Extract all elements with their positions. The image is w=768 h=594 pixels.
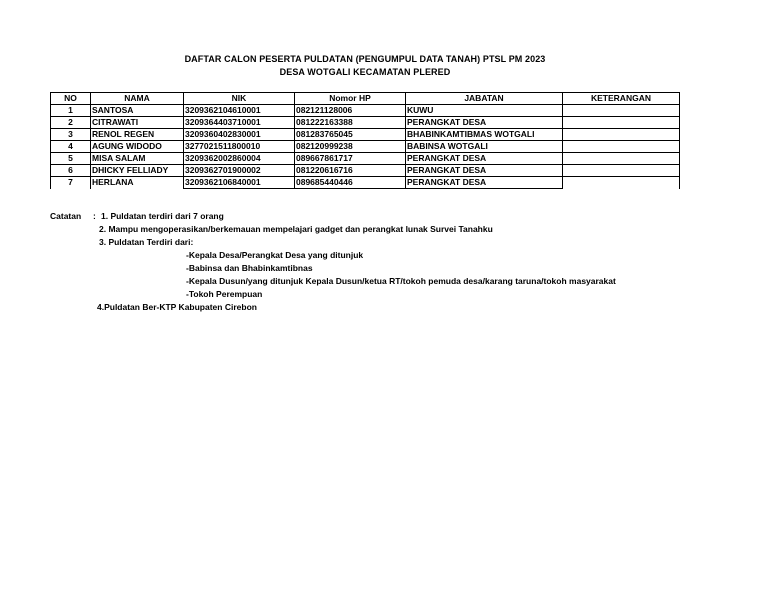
note-sub-item-2: -Babinsa dan Bhabinkamtibnas: [186, 263, 313, 273]
document-subtitle: DESA WOTGALI KECAMATAN PLERED: [279, 67, 451, 77]
cell-hp: 082121128006: [295, 105, 406, 117]
cell-hp: 082120999238: [295, 141, 406, 153]
note-item-1: 1. Puldatan terdiri dari 7 orang: [101, 211, 224, 221]
cell-jabatan: PERANGKAT DESA: [406, 177, 563, 189]
cell-hp: 089685440446: [295, 177, 406, 189]
header-nik: NIK: [184, 93, 295, 105]
document-title: DAFTAR CALON PESERTA PULDATAN (PENGUMPUL DATA TANAH) PTSL PM 2023: [184, 54, 546, 64]
cell-hp: 081283765045: [295, 129, 406, 141]
note-item-4: 4.Puldatan Ber-KTP Kabupaten Cirebon: [97, 302, 257, 312]
cell-nik: 3209360402830001: [184, 129, 295, 141]
cell-keterangan: [563, 129, 680, 141]
table-row: [51, 153, 680, 165]
cell-no: 7: [51, 177, 91, 189]
cell-hp: 089667861717: [295, 153, 406, 165]
cell-jabatan: PERANGKAT DESA: [406, 165, 563, 177]
header-nomor-hp: Nomor HP: [295, 93, 406, 105]
cell-no: 3: [51, 129, 91, 141]
notes-label: Catatan: [50, 211, 82, 221]
cell-nik: 3209362106840001: [184, 177, 295, 189]
cell-no: 6: [51, 165, 91, 177]
cell-nik: 3209362002860004: [184, 153, 295, 165]
header-nama: NAMA: [91, 93, 184, 105]
cell-keterangan: [563, 177, 680, 189]
note-sub-item-1: -Kepala Desa/Perangkat Desa yang ditunjuk: [186, 250, 364, 260]
notes-colon: :: [93, 211, 96, 221]
cell-keterangan: [563, 153, 680, 165]
table-row: [51, 141, 680, 153]
table-row: [51, 117, 680, 129]
cell-hp: 081222163388: [295, 117, 406, 129]
cell-hp: 081220616716: [295, 165, 406, 177]
table-row: [51, 177, 680, 189]
cell-nik: 3209362104610001: [184, 105, 295, 117]
cell-no: 5: [51, 153, 91, 165]
cell-keterangan: [563, 117, 680, 129]
cell-keterangan: [563, 105, 680, 117]
cell-nama: RENOL REGEN: [91, 129, 184, 141]
table-header-row: [51, 93, 680, 105]
cell-keterangan: [563, 165, 680, 177]
note-sub-item-3: -Kepala Dusun/yang ditunjuk Kepala Dusun/ketua RT/tokoh pemuda desa/karang taruna/tokoh masyarakat: [186, 276, 616, 286]
cell-nama: CITRAWATI: [91, 117, 184, 129]
note-item-3: 3. Puldatan Terdiri dari:: [99, 237, 194, 247]
cell-jabatan: PERANGKAT DESA: [406, 153, 563, 165]
header-jabatan: JABATAN: [406, 93, 563, 105]
table-row: [51, 105, 680, 117]
cell-nama: DHICKY FELLIADY: [91, 165, 184, 177]
cell-no: 1: [51, 105, 91, 117]
cell-nama: SANTOSA: [91, 105, 184, 117]
cell-nik: 3277021511800010: [184, 141, 295, 153]
header-no: NO: [51, 93, 91, 105]
cell-jabatan: PERANGKAT DESA: [406, 117, 563, 129]
cell-nama: AGUNG WIDODO: [91, 141, 184, 153]
cell-no: 2: [51, 117, 91, 129]
cell-nik: 3209362701900002: [184, 165, 295, 177]
note-sub-item-4: -Tokoh Perempuan: [186, 289, 263, 299]
cell-jabatan: BABINSA WOTGALI: [406, 141, 563, 153]
participants-table: [50, 92, 680, 189]
cell-nama: HERLANA: [91, 177, 184, 189]
header-keterangan: KETERANGAN: [563, 93, 680, 105]
cell-jabatan: KUWU: [406, 105, 563, 117]
cell-nik: 3209364403710001: [184, 117, 295, 129]
table-row: [51, 165, 680, 177]
cell-keterangan: [563, 141, 680, 153]
cell-nama: MISA SALAM: [91, 153, 184, 165]
cell-jabatan: BHABINKAMTIBMAS WOTGALI: [406, 129, 563, 141]
cell-no: 4: [51, 141, 91, 153]
table-row: [51, 129, 680, 141]
note-item-2: 2. Mampu mengoperasikan/berkemauan mempelajari gadget dan perangkat lunak Survei Tanahku: [99, 224, 493, 234]
